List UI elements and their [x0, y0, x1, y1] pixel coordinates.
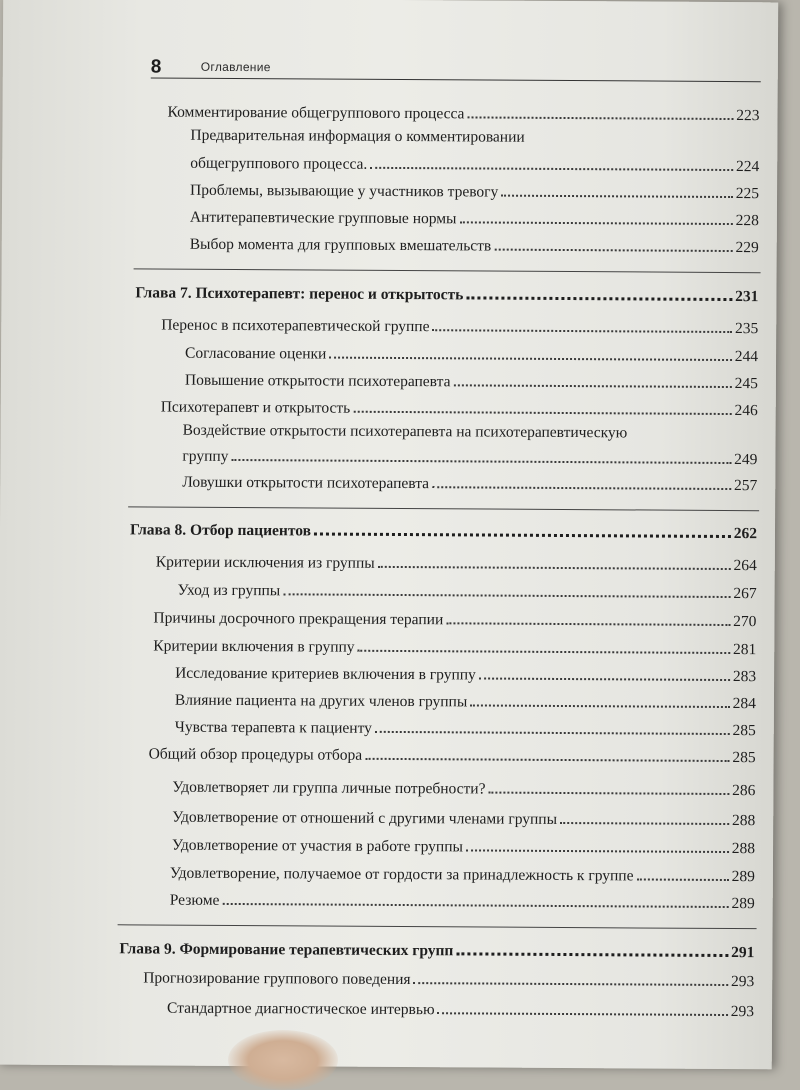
leader-dots	[494, 249, 732, 252]
toc-chapter-entry	[135, 282, 758, 306]
leader-dots	[329, 357, 731, 361]
toc-entry-title: Удовлетворяет ли группа личные потребности?	[172, 778, 486, 798]
toc-entry-page: 283	[732, 668, 757, 686]
toc-entry-page: 288	[731, 812, 756, 830]
toc-entry	[153, 607, 756, 631]
leader-dots	[353, 411, 731, 415]
toc-entry	[175, 717, 756, 741]
toc-entry-page: 262	[733, 525, 758, 543]
toc-entry-title: Исследование критериев включения в группу	[175, 664, 476, 684]
leader-dots	[222, 903, 728, 908]
toc-entry-page: 231	[735, 288, 759, 306]
toc-entry	[153, 635, 756, 659]
leader-dots	[432, 329, 732, 333]
chapter-rule	[118, 924, 757, 929]
toc-entry-page: 285	[732, 722, 756, 740]
toc-entry-title: Удовлетворение от участия в работе группы	[172, 836, 464, 856]
toc-chapter-entry	[130, 519, 757, 543]
toc-entry-title-line1: Воздействие открытости психотерапевта на психотерапевтическую	[182, 421, 628, 442]
toc-entry-title: Общий обзор процедуры отбора	[148, 745, 363, 764]
toc-entry	[175, 690, 756, 714]
toc-entry	[172, 777, 755, 801]
leader-dots	[414, 982, 728, 986]
toc-entry-page: 293	[730, 1003, 755, 1021]
finger-shadow	[228, 1030, 338, 1090]
leader-dots	[370, 167, 733, 171]
leader-dots	[466, 849, 729, 853]
leader-dots	[231, 459, 731, 464]
toc-entry-title: Резюме	[169, 891, 220, 909]
toc-entry-title: Прогнозирование группового поведения	[143, 969, 411, 989]
toc-entry-title: Комментирование общегруппового процесса	[167, 103, 465, 123]
toc-entry-page: 281	[732, 641, 757, 659]
leader-dots	[488, 792, 729, 795]
toc-entry-title: общегруппового процесса.	[190, 154, 368, 173]
toc-entry	[190, 234, 759, 257]
toc-entry-page: 267	[733, 585, 757, 603]
toc-entry	[178, 580, 757, 604]
chapter-rule	[128, 506, 759, 511]
toc-entry	[185, 370, 758, 393]
leader-dots	[432, 486, 731, 490]
toc-entry-page: 288	[731, 840, 756, 858]
toc-entry-title: Удовлетворение, получаемое от гордости за принадлежность к группе	[169, 864, 634, 885]
toc-entry-page: 229	[735, 239, 759, 257]
leader-dots	[358, 650, 730, 654]
toc-entry-title: Критерии включения в группу	[153, 637, 355, 656]
toc-entry-title: Антитерапевтические групповые нормы	[189, 208, 457, 228]
leader-dots	[438, 1012, 728, 1016]
toc-entry-page: 257	[733, 477, 758, 495]
toc-entry	[185, 343, 758, 366]
leader-dots	[365, 758, 729, 762]
toc-chapter-entry	[119, 938, 754, 962]
toc-entry	[182, 472, 757, 496]
toc-entry-page: 228	[735, 212, 759, 230]
leader-dots	[470, 704, 729, 708]
toc-entry	[167, 102, 759, 126]
leader-dots	[446, 622, 730, 626]
running-head: Оглавление	[200, 59, 271, 75]
toc-entry-title: Влияние пациента на других членов группы	[174, 691, 468, 711]
toc-entry	[170, 863, 755, 887]
toc-entry-page: 284	[732, 695, 756, 713]
toc-entry	[190, 207, 759, 230]
toc-entry-title: Перенос в психотерапевтической группе	[161, 316, 430, 336]
toc-entry	[167, 998, 754, 1022]
toc-entry-title: Критерии исключения из группы	[155, 553, 375, 572]
chapter-rule	[134, 268, 761, 273]
toc-entry-page: 245	[734, 375, 758, 393]
leader-dots	[501, 195, 732, 198]
toc-entry-page: 289	[731, 868, 755, 886]
toc-entry-page: 235	[734, 320, 759, 338]
leader-dots	[479, 677, 730, 681]
toc-entry-page: 225	[735, 185, 760, 203]
toc-chapter-title: Глава 9. Формирование терапевтических групп	[119, 940, 454, 960]
toc-entry-page: 291	[731, 944, 755, 962]
toc-entry	[149, 743, 756, 767]
toc-chapter-title: Глава 7. Психотерапевт: перенос и открытость	[135, 284, 464, 304]
toc-entry-title: Уход из группы	[177, 581, 281, 600]
toc-entry-title: группу	[182, 447, 229, 465]
toc-entry-page: 249	[734, 451, 758, 469]
leader-dots	[378, 566, 731, 570]
leader-dots	[453, 384, 731, 388]
toc-entry	[182, 446, 757, 470]
toc-entry-page: 246	[734, 402, 758, 420]
toc-entry-title: Стандартное диагностическое интервью	[167, 999, 435, 1019]
toc-entry-title: Проблемы, вызывающие у участников тревогу	[190, 181, 499, 201]
toc-entry	[190, 153, 759, 176]
leader-dots	[466, 296, 732, 301]
toc-entry	[190, 180, 759, 203]
leader-dots	[375, 731, 730, 735]
toc-entry-page: 289	[731, 895, 755, 913]
toc-entry	[172, 835, 755, 859]
leader-dots	[456, 952, 728, 957]
toc-entry	[170, 890, 755, 914]
toc-entry-title: Согласование оценки	[185, 344, 327, 363]
toc-entry-page: 293	[730, 973, 755, 991]
toc-entry-title: Удовлетворение от отношений с другими членами группы	[172, 808, 558, 828]
toc-entry-title-line1: Предварительная информация о комментировании	[190, 126, 525, 146]
toc-chapter-title: Глава 8. Отбор пациентов	[129, 521, 312, 540]
toc-entry	[143, 967, 754, 991]
leader-dots	[636, 878, 728, 881]
toc-entry-title: Повышение открытости психотерапевта	[184, 371, 451, 391]
page-number: 8	[150, 56, 162, 78]
toc-entry-page: 224	[735, 158, 760, 176]
toc-entry-title: Ловушки открытости психотерапевта	[182, 473, 430, 493]
leader-dots	[560, 822, 729, 825]
toc-entry-page: 244	[734, 348, 759, 366]
toc-entry-page: 286	[732, 782, 756, 800]
toc-entry-page: 223	[736, 107, 760, 125]
toc-entry-title: Выбор момента для групповых вмешательств	[189, 235, 492, 255]
leader-dots	[467, 116, 733, 120]
toc-entry-title: Причины досрочного прекращения терапии	[153, 609, 444, 629]
toc-entry	[161, 315, 758, 339]
toc-entry	[161, 397, 758, 421]
toc-entry-title: Психотерапевт и открытость	[160, 398, 351, 417]
toc-entry-title: Чувства терапевта к пациенту	[174, 718, 372, 737]
leader-dots	[283, 593, 730, 598]
toc-entry	[172, 807, 755, 831]
leader-dots	[459, 221, 732, 225]
toc-entry-page: 285	[732, 749, 756, 767]
toc-entry	[175, 663, 756, 687]
toc-entry	[156, 552, 757, 576]
toc-entry-page: 264	[733, 557, 757, 575]
leader-dots	[314, 532, 731, 538]
toc-entry-page: 270	[733, 613, 757, 631]
